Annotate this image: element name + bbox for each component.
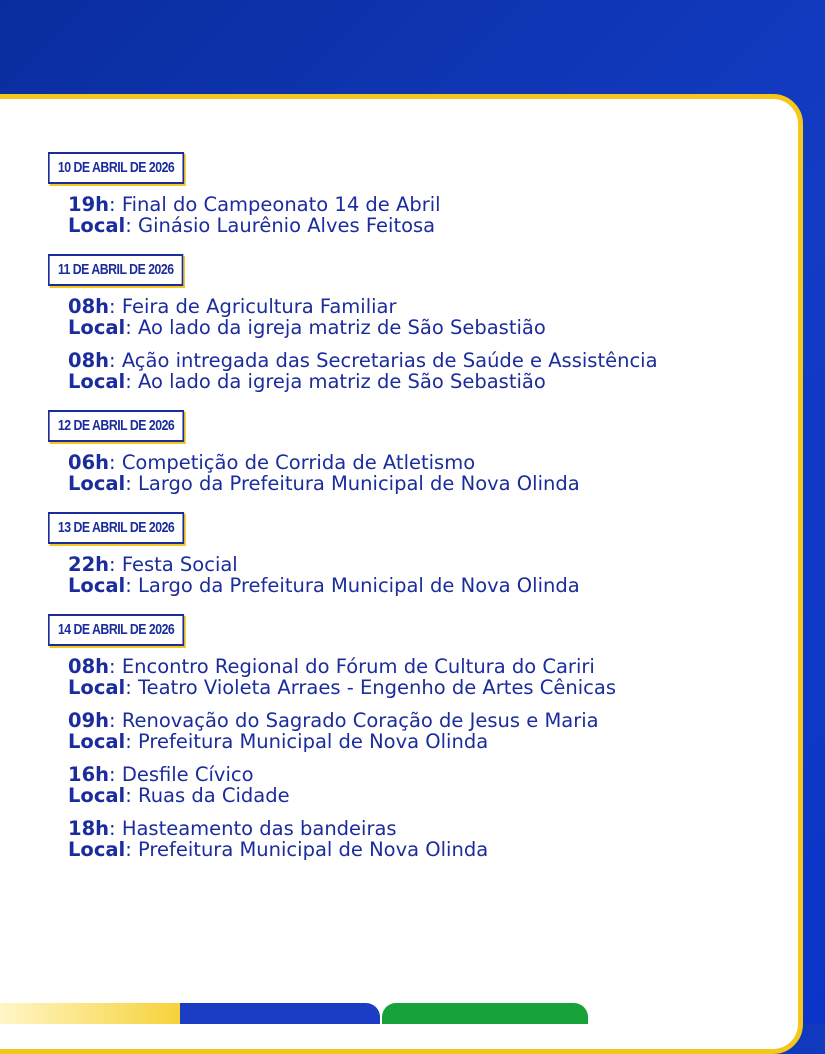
event-title: Final do Campeonato 14 de Abril bbox=[121, 193, 441, 216]
event-time: 08h bbox=[68, 295, 110, 318]
event-title: Festa Social bbox=[121, 553, 238, 576]
event-local-label: Local bbox=[68, 370, 126, 393]
day-section bbox=[48, 410, 808, 494]
event-local: Largo da Prefeitura Municipal de Nova Olinda bbox=[138, 574, 580, 597]
date-label: 13 DE ABRIL DE 2026 bbox=[48, 512, 184, 544]
footer-blue-band bbox=[180, 1003, 380, 1024]
date-label: 10 DE ABRIL DE 2026 bbox=[48, 152, 184, 184]
date-label: 11 DE ABRIL DE 2026 bbox=[48, 254, 183, 286]
date-label: 14 DE ABRIL DE 2026 bbox=[48, 614, 184, 646]
event-title: Competição de Corrida de Atletismo bbox=[121, 451, 476, 474]
event-title: Hasteamento das bandeiras bbox=[121, 817, 397, 840]
event-time: 16h bbox=[68, 763, 110, 786]
event-time: 08h bbox=[68, 655, 110, 678]
event-item: 08h: Encontro Regional do Fórum de Cultura do Cariri Local: Teatro Violeta Arraes - Engenho de Artes Cênicas bbox=[68, 655, 617, 699]
event-time: 19h bbox=[68, 193, 110, 216]
date-label: 12 DE ABRIL DE 2026 bbox=[48, 410, 184, 442]
event-local-label: Local bbox=[68, 316, 126, 339]
event-local-label: Local bbox=[68, 838, 126, 861]
schedule-list bbox=[48, 152, 808, 878]
event-time: 08h bbox=[68, 349, 110, 372]
event-title: Feira de Agricultura Familiar bbox=[121, 295, 397, 318]
event-local: Prefeitura Municipal de Nova Olinda bbox=[138, 730, 489, 753]
event-item: 22h: Festa Social Local: Largo da Prefeitura Municipal de Nova Olinda bbox=[68, 553, 580, 597]
event-local-label: Local bbox=[68, 676, 126, 699]
event-item: 16h: Desfile Cívico Local: Ruas da Cidade bbox=[68, 763, 290, 807]
day-section bbox=[48, 512, 808, 596]
event-local-label: Local bbox=[68, 730, 126, 753]
event-item: 08h: Ação intregada das Secretarias de Saúde e Assistência Local: Ao lado da igreja matriz de São Sebastião bbox=[68, 349, 658, 393]
event-local-label: Local bbox=[68, 574, 126, 597]
event-item: 18h: Hasteamento das bandeiras Local: Prefeitura Municipal de Nova Olinda bbox=[68, 817, 489, 861]
event-item: 09h: Renovação do Sagrado Coração de Jesus e Maria Local: Prefeitura Municipal de Nova Olinda bbox=[68, 709, 599, 753]
day-section bbox=[48, 152, 808, 236]
event-local: Teatro Violeta Arraes - Engenho de Artes Cênicas bbox=[138, 676, 617, 699]
day-section bbox=[48, 614, 808, 860]
event-local: Ao lado da igreja matriz de São Sebastião bbox=[138, 316, 546, 339]
event-title: Encontro Regional do Fórum de Cultura do Cariri bbox=[121, 655, 595, 678]
event-time: 18h bbox=[68, 817, 110, 840]
event-time: 06h bbox=[68, 451, 110, 474]
event-item: 06h: Competição de Corrida de Atletismo Local: Largo da Prefeitura Municipal de Nova Olinda bbox=[68, 451, 580, 495]
event-local: Ginásio Laurênio Alves Feitosa bbox=[138, 214, 436, 237]
event-title: Desfile Cívico bbox=[121, 763, 254, 786]
event-title: Ação intregada das Secretarias de Saúde e Assistência bbox=[121, 349, 658, 372]
event-title: Renovação do Sagrado Coração de Jesus e Maria bbox=[121, 709, 599, 732]
event-local: Ruas da Cidade bbox=[138, 784, 290, 807]
event-local: Ao lado da igreja matriz de São Sebastião bbox=[138, 370, 546, 393]
event-local: Largo da Prefeitura Municipal de Nova Olinda bbox=[138, 472, 580, 495]
event-local-label: Local bbox=[68, 472, 126, 495]
event-local-label: Local bbox=[68, 214, 126, 237]
day-section bbox=[48, 254, 808, 392]
event-time: 09h bbox=[68, 709, 110, 732]
event-time: 22h bbox=[68, 553, 110, 576]
footer-yellow-band bbox=[0, 1003, 180, 1024]
event-item: 19h: Final do Campeonato 14 de Abril Local: Ginásio Laurênio Alves Feitosa bbox=[68, 193, 441, 237]
footer-green-band bbox=[382, 1003, 588, 1024]
event-item: 08h: Feira de Agricultura Familiar Local: Ao lado da igreja matriz de São Sebastião bbox=[68, 295, 546, 339]
event-local-label: Local bbox=[68, 784, 126, 807]
event-local: Prefeitura Municipal de Nova Olinda bbox=[138, 838, 489, 861]
